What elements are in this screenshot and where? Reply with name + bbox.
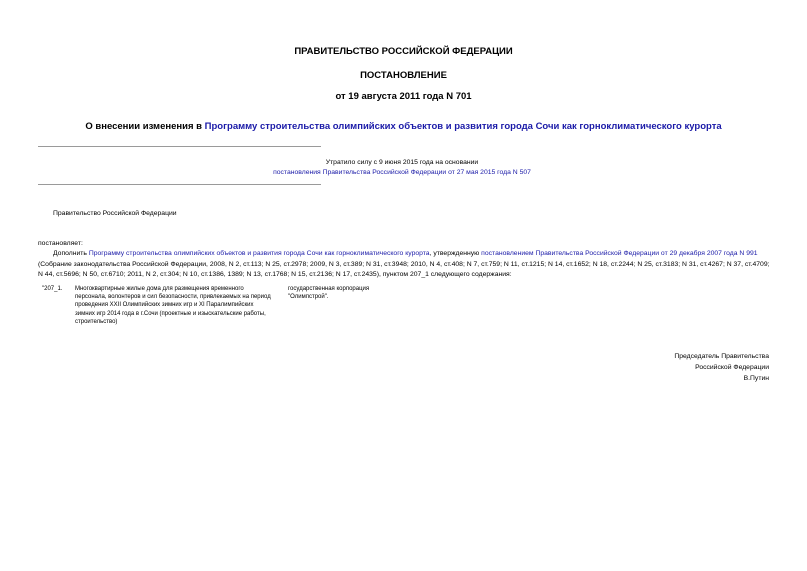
divider-top: [38, 146, 321, 147]
body-paragraph: [38, 249, 770, 281]
body-suffix: (Собрание законодательства Российской Федерации, 2008, N 2, ст.113; N 25, ст.2978; 2009, N 3, ст.389; N 31, ст.3948; 2010, N 4, ст.408; N 7, ст.759; N 11, ст.1215; N 14, ст.1652; N 18, ст.2244; N 25, ст.3183; N 31, ст.4267; N 37, ст.4709; N 44, ст.5696; N 50, ст.6710; 2011, N 2, ст.304; N 10, ст.1386, 1389; N 13, ст.1768; N 15, ст.2136; N 17, ст.2435), пунктом 207_1 следующего содержания:: [38, 260, 770, 278]
program-link[interactable]: Программу строительства олимпийских объектов и развития города Сочи как горноклиматического курорта: [88, 250, 430, 257]
document-type-heading: ПОСТАНОВЛЕНИЕ: [360, 70, 447, 81]
divider-bottom: [38, 184, 321, 185]
table-description: Многоквартирные жилые дома для размещения временного персонала, волонтеров и сил безопасности, привлекаемых на период проведения XXII Олимпийских зимних игр и XI Паралимпийских зимних игр 2014 года в г.Сочи (проектные и изыскательские работы, строительство): [75, 286, 271, 325]
status-note-text: Утратило силу с 9 июня 2015 года на основании: [325, 159, 479, 166]
table-item-number: "207_1.: [42, 286, 63, 292]
body-resolves: постановляет:: [38, 240, 83, 247]
government-heading: ПРАВИТЕЛЬСТВО РОССИЙСКОЙ ФЕДЕРАЦИИ: [294, 46, 513, 57]
resolution-991-link[interactable]: постановлением Правительства Российской Федерации от 29 декабря 2007 года N 991: [481, 250, 758, 257]
body-prefix: Дополнить: [53, 250, 89, 257]
title-program-link[interactable]: Программу строительства олимпийских объектов и развития города Сочи как горноклиматического курорта: [204, 121, 722, 132]
table-executor: государственная корпорация "Олимпстрой".: [288, 286, 370, 301]
document-date-number: от 19 августа 2011 года N 701: [335, 91, 472, 102]
signature-title-line1: Председатель Правительства: [674, 353, 769, 360]
body-mid: , утвержденную: [429, 250, 482, 257]
signature-name: В.Путин: [743, 375, 769, 382]
body-government: Правительство Российской Федерации: [53, 210, 177, 217]
status-note-link[interactable]: постановления Правительства Российской Федерации от 27 мая 2015 года N 507: [273, 169, 531, 176]
signature-title-line2: Российской Федерации: [695, 364, 769, 371]
title-prefix: О внесении изменения в: [85, 121, 205, 132]
document-title: [0, 121, 807, 132]
